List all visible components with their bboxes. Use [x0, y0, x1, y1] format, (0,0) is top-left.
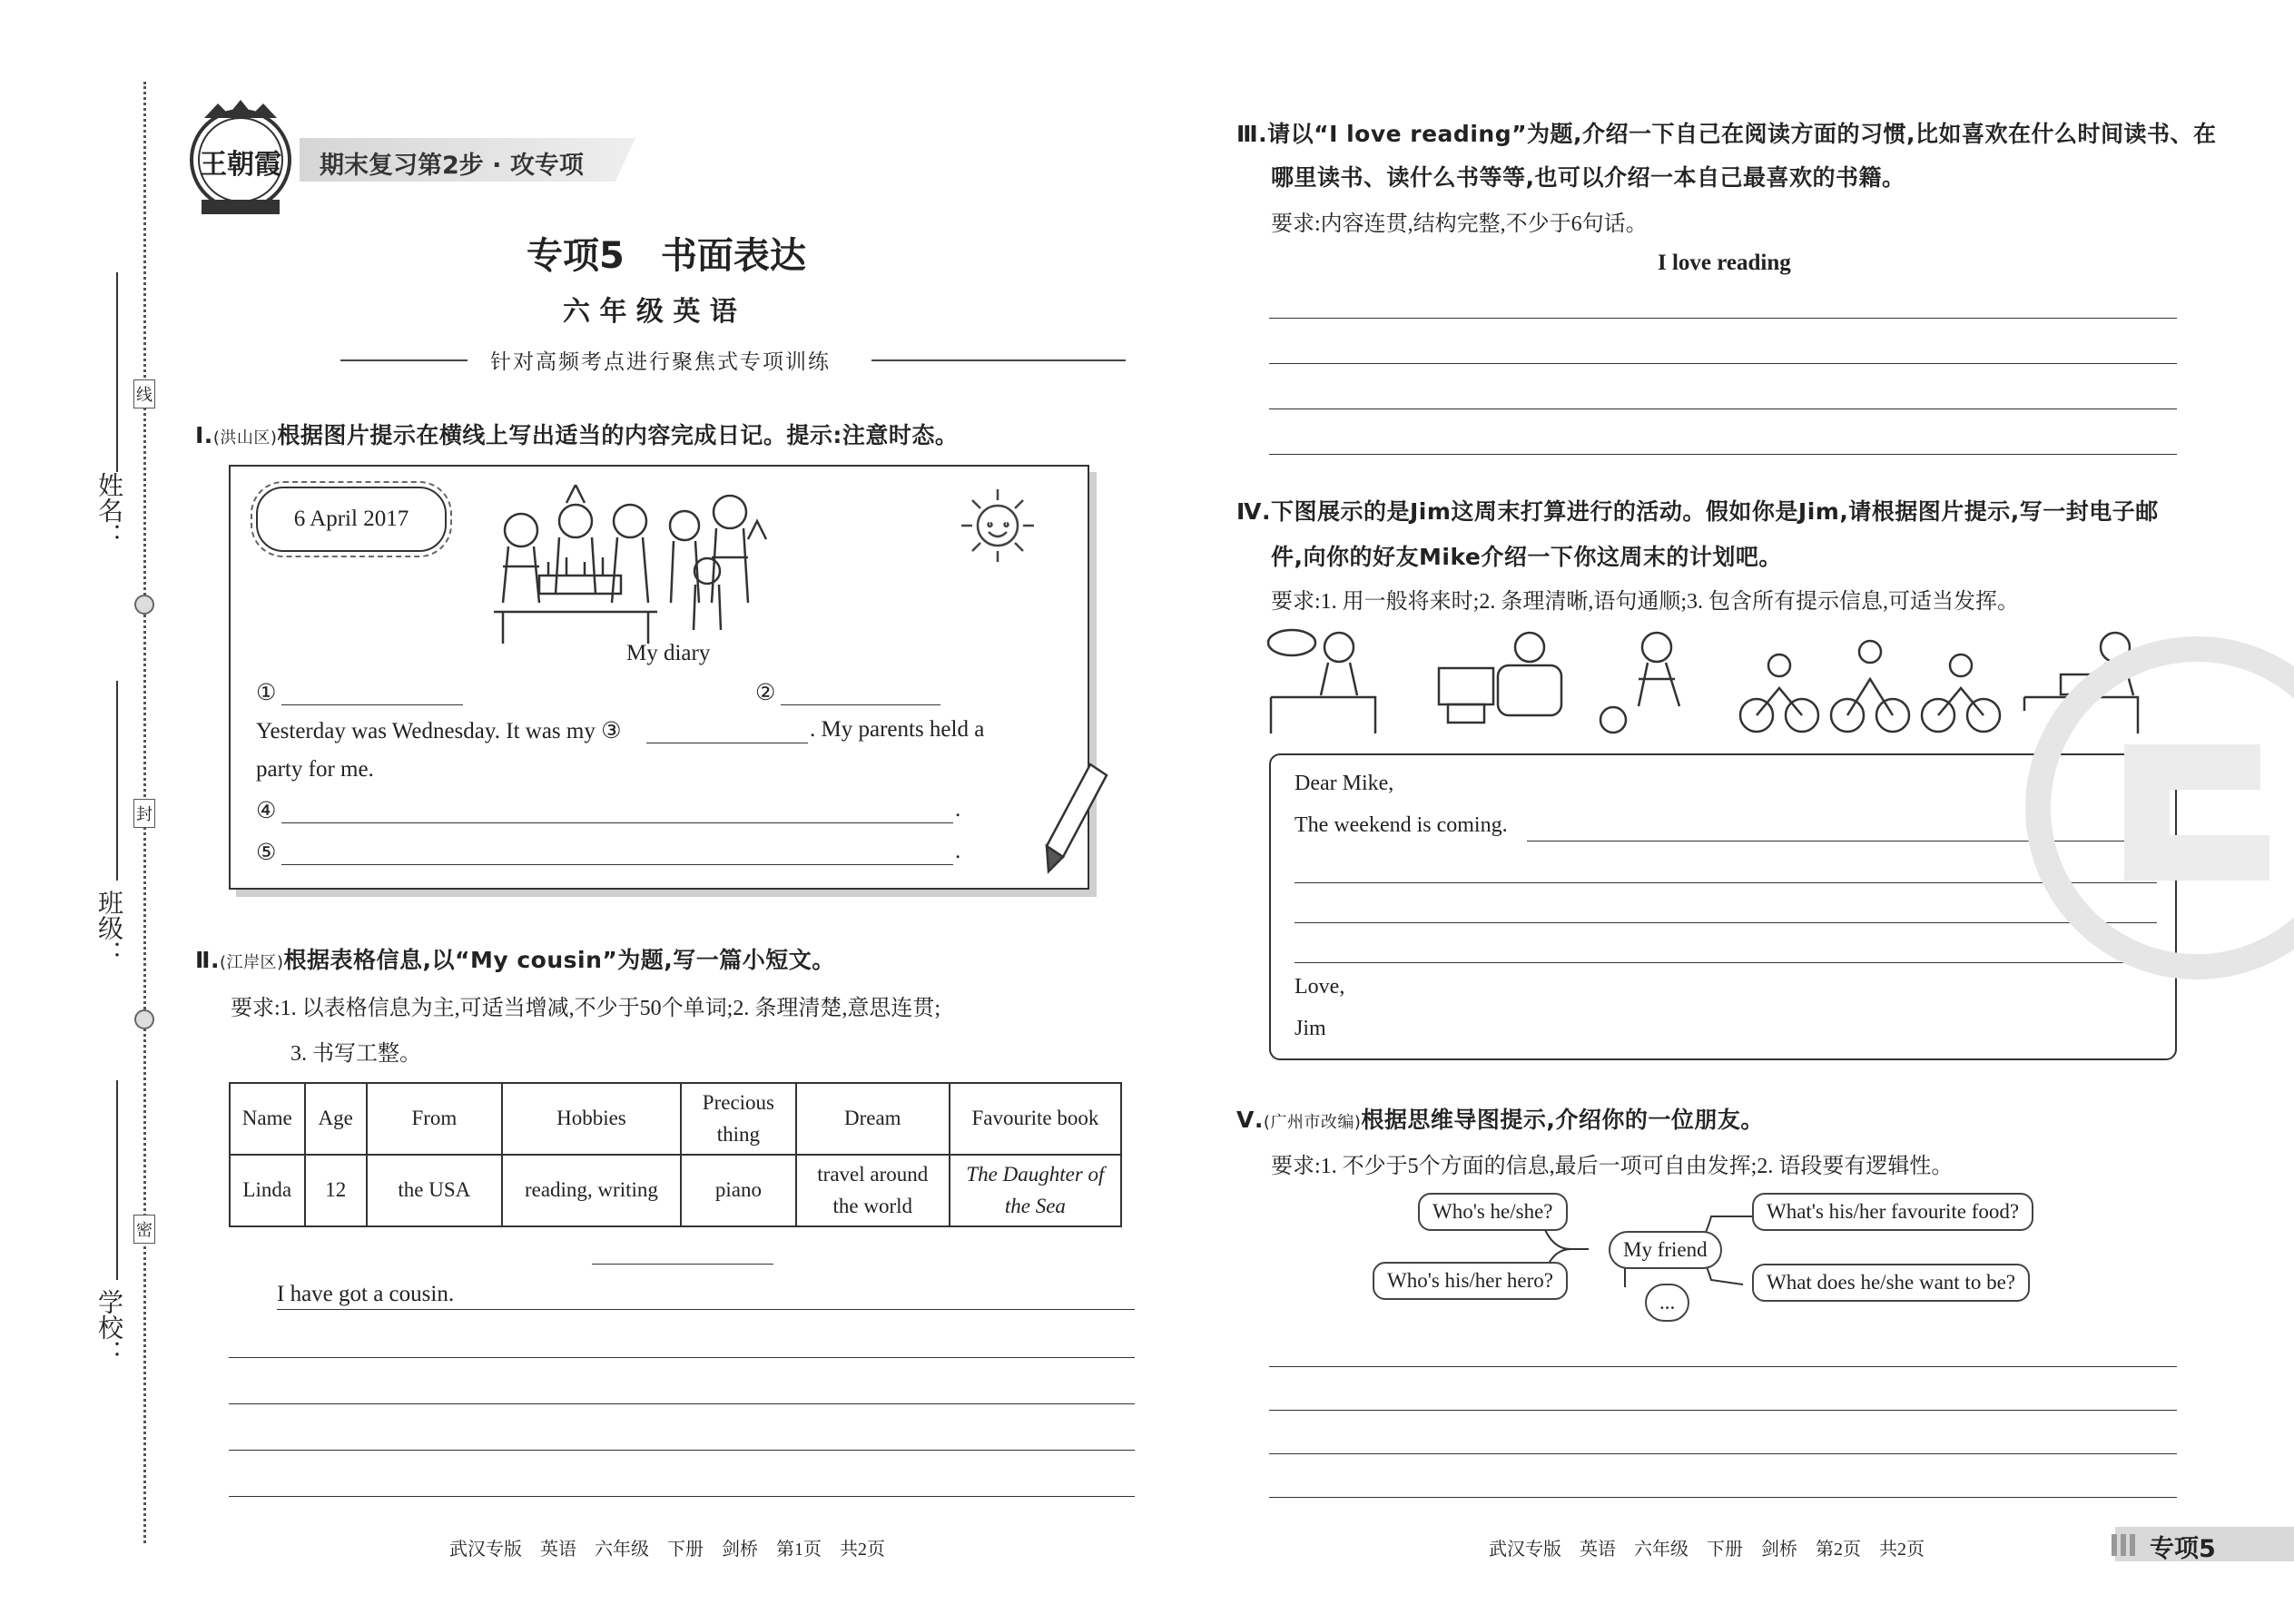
cell-from: the USA [367, 1155, 502, 1226]
q2-requirement-2: 3. 书写工整。 [290, 1042, 421, 1066]
q2-prompt: 根据表格信息,以“My cousin”为题,写一篇小短文。 [283, 947, 835, 973]
q5-prompt: 根据思维导图提示,介绍你的一位朋友。 [1361, 1107, 1764, 1133]
homework-desk-icon [1271, 697, 1375, 733]
writing-line[interactable] [1269, 1453, 2177, 1454]
blank-4-period: . [955, 797, 961, 822]
blank-5-label: ⑤ [256, 841, 277, 865]
email-opening: The weekend is coming. [1295, 813, 1508, 837]
blank-5-line[interactable] [281, 864, 953, 865]
writing-line[interactable] [1269, 318, 2177, 319]
q2-heading [195, 942, 835, 975]
cell-age: 12 [305, 1155, 367, 1226]
q3-prompt-1: 请以“I love reading”为题,介绍一下自己在阅读方面的习惯,比如喜欢在什么时间读书、在 [1267, 121, 2217, 147]
mindmap-right-bottom: What does he/she want to be? [1752, 1264, 2030, 1302]
writing-line[interactable] [229, 1357, 1135, 1358]
mindmap-bottom: ... [1645, 1284, 1689, 1322]
diary-line-4: party for me. [256, 757, 374, 782]
binding-hole-icon [134, 1009, 154, 1029]
seal-mark-line: 线 [133, 379, 155, 408]
watermark-seal-icon [2015, 635, 2294, 980]
q4-number: Ⅳ. [1236, 498, 1271, 525]
diary-date-tag: 6 April 2017 [256, 487, 447, 552]
step-label: 期末复习第2步 · 攻专项 [320, 152, 584, 180]
mindmap-left-bottom: Who's his/her hero? [1373, 1262, 1568, 1300]
essay-start: I have got a cousin. [277, 1282, 455, 1306]
blank-4-line[interactable] [281, 822, 953, 823]
cell-dream: travel around the world [796, 1155, 950, 1226]
header-from: From [367, 1083, 502, 1155]
diary-line-3a: Yesterday was Wednesday. It was my ③ [256, 719, 622, 743]
cell-name: Linda [230, 1155, 305, 1226]
mindmap-left-top: Who's he/she? [1418, 1193, 1568, 1231]
footer-left: 武汉专版 英语 六年级 下册 剑桥 第1页 共2页 [449, 1540, 885, 1560]
name-field-line[interactable] [116, 272, 118, 472]
blank-1-label: ① [256, 681, 277, 705]
header-age: Age [305, 1083, 367, 1155]
blank-1-line[interactable] [281, 704, 463, 705]
header-name: Name [230, 1083, 305, 1155]
writing-line[interactable] [277, 1309, 1135, 1310]
writing-line[interactable] [1269, 1366, 2177, 1367]
q3-heading-line-1 [1236, 116, 2217, 149]
seal-mark-secret: 密 [133, 1215, 155, 1244]
footer-right: 武汉专版 英语 六年级 下册 剑桥 第2页 共2页 [1489, 1540, 1925, 1560]
q2-number: Ⅱ. [195, 947, 220, 973]
tagline: 针对高频考点进行聚焦式专项训练 [490, 350, 831, 374]
tagline-rule-left [340, 359, 468, 361]
blank-5-period: . [955, 839, 961, 863]
q1-prompt: 根据图片提示在横线上写出适当的内容完成日记。提示:注意时态。 [277, 422, 959, 448]
q5-heading [1236, 1102, 1764, 1135]
q3-number: Ⅲ. [1236, 121, 1268, 147]
mindmap-right-top: What's his/her favourite food? [1752, 1193, 2033, 1231]
writing-line[interactable] [1269, 454, 2177, 455]
pencil-icon [1043, 757, 1116, 875]
diary-title: My diary [626, 641, 711, 665]
header-favourite-book: Favourite book [950, 1083, 1121, 1155]
writing-line[interactable] [229, 1496, 1135, 1497]
school-label: 学校： [94, 1289, 124, 1365]
page-subtitle: 六 年 级 英 语 [563, 296, 737, 328]
writing-line[interactable] [1269, 1410, 2177, 1411]
header-precious-thing: Precious thing [681, 1083, 796, 1155]
essay-title-line[interactable] [592, 1264, 773, 1265]
cell-hobbies: reading, writing [502, 1155, 681, 1226]
logo-text: 王朝霞 [200, 149, 281, 181]
binding-hole-icon [134, 595, 154, 615]
seal-mark-seal: 封 [133, 799, 155, 828]
blank-2-label: ② [755, 681, 776, 705]
page-title: 专项5 书面表达 [527, 235, 806, 277]
q2-requirement-1: 要求:1. 以表格信息为主,可适当增减,不少于50个单词;2. 条理清楚,意思连贯; [231, 997, 941, 1020]
name-label: 姓名： [94, 472, 124, 548]
q4-requirement: 要求:1. 用一般将来时;2. 条理清晰,语句通顺;3. 包含所有提示信息,可适当发挥。 [1271, 590, 2020, 614]
brand-logo [182, 98, 300, 216]
diary-card [229, 465, 1089, 890]
sun-icon [957, 485, 1039, 566]
section-tab-label: 专项5 [2150, 1535, 2216, 1563]
tagline-rule-right [871, 359, 1126, 361]
q4-prompt-1: 下图展示的是Jim这周末打算进行的活动。假如你是Jim,请根据图片提示,写一封电子邮 [1270, 498, 2159, 525]
q3-requirement: 要求:内容连贯,结构完整,不少于6句话。 [1271, 212, 1648, 236]
q4-prompt-2: 件,向你的好友Mike介绍一下你这周末的计划吧。 [1271, 544, 1782, 570]
header-hobbies: Hobbies [502, 1083, 681, 1155]
q2-region: (江岸区) [219, 953, 284, 972]
blank-2-line[interactable] [781, 704, 940, 705]
writing-line[interactable] [1269, 363, 2177, 364]
table-header-row [230, 1083, 1121, 1155]
birthday-party-illustration [485, 485, 784, 648]
q1-region: (洪山区) [212, 428, 278, 448]
football-icon [1600, 707, 1626, 733]
header-dream: Dream [796, 1083, 950, 1155]
cell-favourite-book: The Daughter of the Sea [950, 1155, 1121, 1226]
q1-heading [195, 418, 958, 450]
email-closing: Love, [1295, 975, 1345, 999]
diary-line-3b: . My parents held a [810, 717, 985, 742]
cell-precious-thing: piano [681, 1155, 796, 1226]
tv-icon [1439, 668, 1493, 704]
q3-essay-title: I love reading [1658, 251, 1791, 275]
writing-line[interactable] [1269, 1497, 2177, 1498]
school-field-line[interactable] [116, 1080, 118, 1280]
cousin-info-table [229, 1082, 1122, 1227]
section-tab-dots-icon [2112, 1534, 2137, 1556]
q5-region: (广州市改编) [1263, 1113, 1362, 1132]
blank-4-label: ④ [256, 799, 277, 823]
q4-heading-line-1 [1236, 494, 2159, 527]
q3-prompt-2: 哪里读书、读什么书等等,也可以介绍一本自己最喜欢的书籍。 [1271, 164, 1905, 191]
email-greeting: Dear Mike, [1295, 772, 1394, 795]
class-field-line[interactable] [116, 681, 118, 881]
writing-line[interactable] [229, 1403, 1135, 1404]
binding-strip [0, 0, 182, 1624]
table-row [230, 1155, 1121, 1226]
class-label: 班级： [94, 890, 124, 966]
q5-requirement: 要求:1. 不少于5个方面的信息,最后一项可自由发挥;2. 语段要有逻辑性。 [1271, 1155, 1954, 1178]
writing-line[interactable] [229, 1450, 1135, 1451]
email-signature: Jim [1295, 1017, 1326, 1040]
q1-number: Ⅰ. [195, 422, 213, 448]
q5-number: Ⅴ. [1236, 1107, 1264, 1133]
writing-line[interactable] [1269, 408, 2177, 409]
mindmap-center: My friend [1609, 1231, 1722, 1269]
